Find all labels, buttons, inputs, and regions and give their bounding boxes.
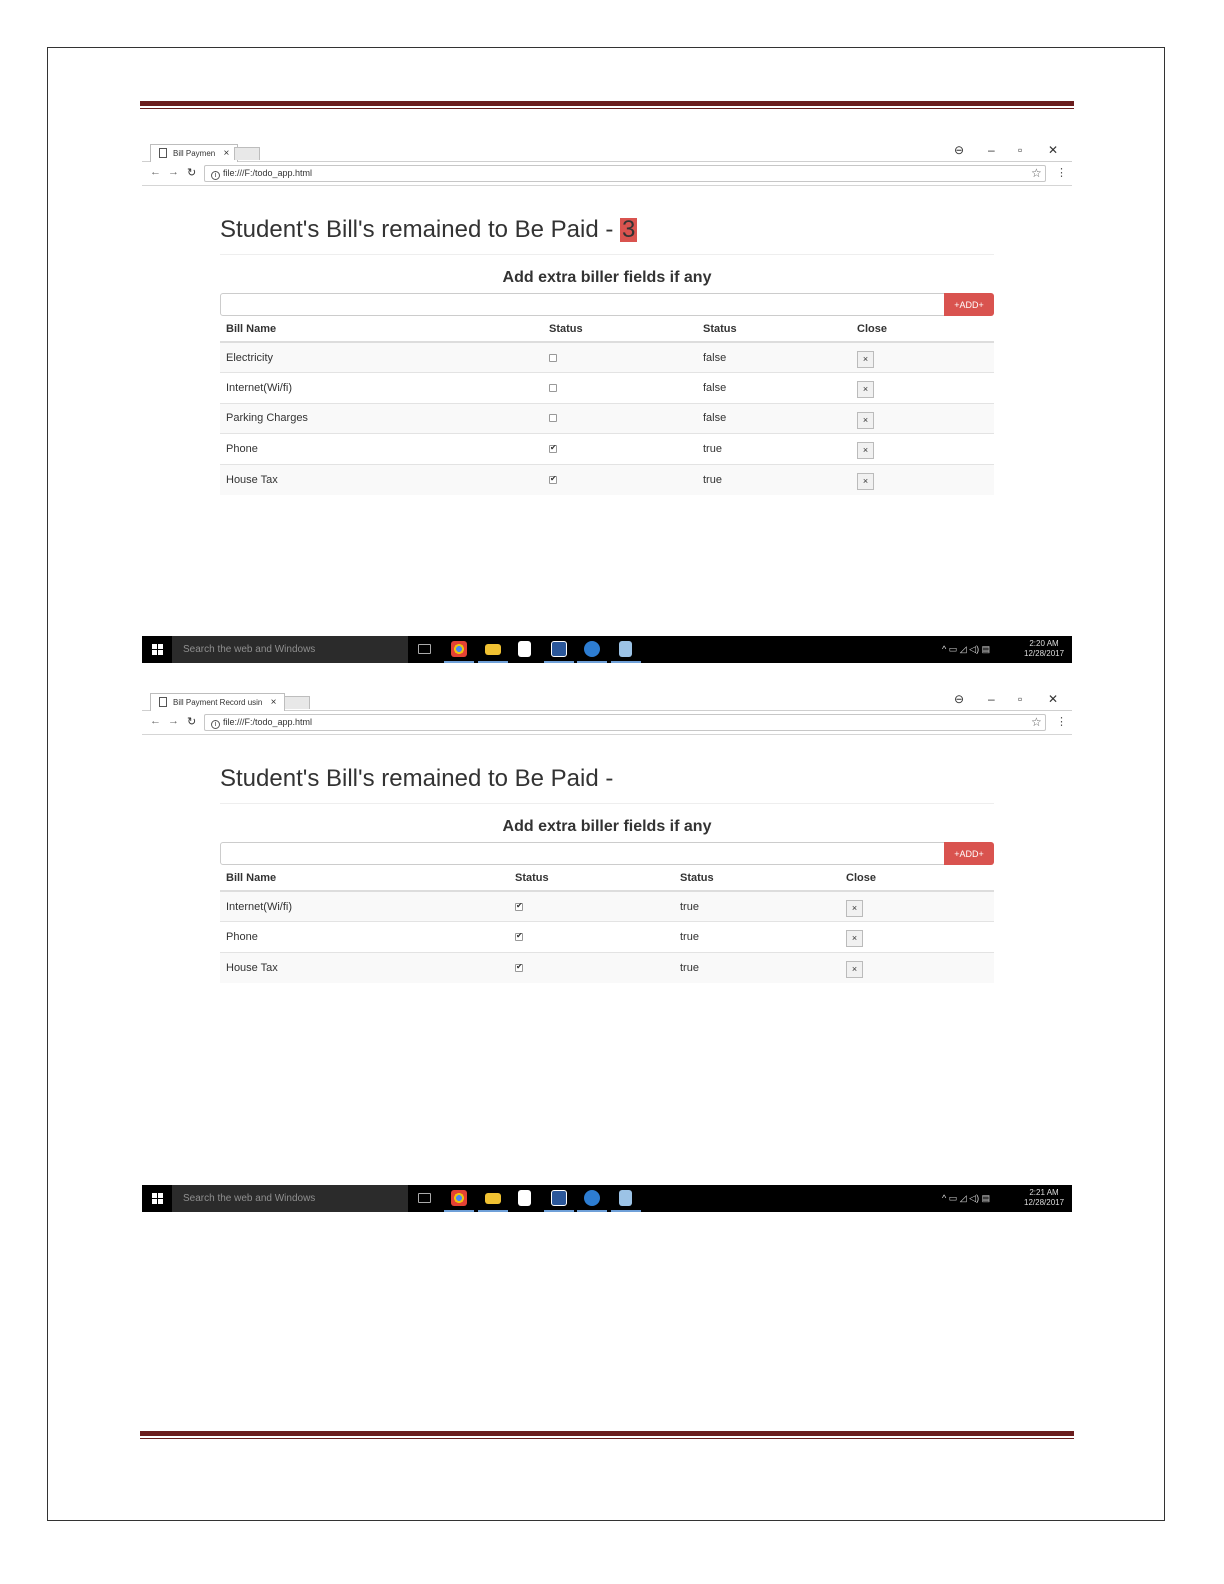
browser-tab[interactable] <box>150 144 238 162</box>
column-header-close: Close <box>851 316 994 342</box>
minimize-icon[interactable]: – <box>988 692 995 706</box>
column-header-status-checkbox: Status <box>543 316 697 342</box>
explorer-active-indicator <box>478 1210 508 1212</box>
column-header-bill-name: Bill Name <box>220 865 509 891</box>
paid-checkbox[interactable] <box>549 354 557 362</box>
star-icon[interactable]: ☆ <box>1031 715 1042 729</box>
column-header-status: Status <box>697 316 851 342</box>
window-close-icon[interactable]: ✕ <box>1048 143 1059 157</box>
system-tray-icons[interactable]: ^ ▭ ◿ ◁) ▤ <box>942 1193 991 1203</box>
status-value-cell: true <box>674 891 840 922</box>
status-checkbox-cell <box>543 342 697 373</box>
header-rule <box>140 101 1074 109</box>
taskbar <box>142 1185 1072 1212</box>
back-icon[interactable]: ← <box>150 166 161 178</box>
navigation-bar <box>142 711 1072 735</box>
taskbar-clock[interactable]: 2:21 AM 12/28/2017 <box>1024 1188 1065 1207</box>
column-header-status: Status <box>674 865 840 891</box>
tab-title: Bill Paymen <box>173 149 216 158</box>
table-row <box>220 952 994 983</box>
bill-name-cell: Electricity <box>220 342 543 373</box>
table-row <box>220 464 994 495</box>
delete-row-button[interactable]: × <box>846 961 863 978</box>
page-icon <box>159 697 167 707</box>
bill-name-cell: Internet(Wi/fi) <box>220 891 509 922</box>
delete-row-button[interactable]: × <box>846 930 863 947</box>
status-value-cell: true <box>697 464 851 495</box>
bill-name-cell: Phone <box>220 922 509 953</box>
table-row <box>220 891 994 922</box>
delete-row-button[interactable]: × <box>846 900 863 917</box>
status-checkbox-cell <box>509 891 674 922</box>
close-cell <box>840 891 994 922</box>
bill-name-cell: House Tax <box>220 464 543 495</box>
status-checkbox-cell <box>543 373 697 404</box>
tab-close-icon[interactable]: × <box>223 148 230 159</box>
restore-icon[interactable]: ▫ <box>1018 143 1023 157</box>
help-active-indicator <box>577 1210 607 1212</box>
paid-checkbox[interactable] <box>549 384 557 392</box>
new-tab-button[interactable] <box>284 696 310 709</box>
status-value-cell: true <box>674 922 840 953</box>
column-header-bill-name: Bill Name <box>220 316 543 342</box>
close-cell <box>851 403 994 434</box>
notepad-icon[interactable] <box>619 1190 632 1206</box>
taskbar-search[interactable]: Search the web and Windows <box>172 1185 408 1212</box>
column-header-status-checkbox: Status <box>509 865 674 891</box>
status-checkbox-cell <box>509 922 674 953</box>
reload-icon[interactable]: ↻ <box>187 167 197 179</box>
status-checkbox-cell <box>543 403 697 434</box>
delete-row-button[interactable]: × <box>857 412 874 429</box>
menu-icon[interactable]: ⋮ <box>1056 167 1067 179</box>
page-title: Student's Bill's remained to Be Paid - 3 <box>220 216 636 243</box>
url-text: file:///F:/todo_app.html <box>223 168 313 178</box>
close-cell <box>851 464 994 495</box>
chrome-active-indicator <box>444 1210 474 1212</box>
status-checkbox-cell <box>543 464 697 495</box>
restore-icon[interactable]: ▫ <box>1018 692 1023 706</box>
paid-checkbox[interactable] <box>549 476 557 484</box>
status-value-cell: false <box>697 403 851 434</box>
close-cell <box>851 342 994 373</box>
star-icon[interactable]: ☆ <box>1031 166 1042 180</box>
footer-rule <box>140 1431 1074 1439</box>
taskbar <box>142 636 1072 663</box>
word-active-indicator <box>544 1210 574 1212</box>
table-row <box>220 403 994 434</box>
title-divider <box>220 803 994 804</box>
bill-name-cell: Internet(Wi/fi) <box>220 373 543 404</box>
navigation-bar <box>142 162 1072 186</box>
screenshot-1 <box>142 140 1072 665</box>
status-value-cell: true <box>674 952 840 983</box>
paid-checkbox[interactable] <box>515 964 523 972</box>
table-header-row <box>220 316 994 342</box>
delete-row-button[interactable]: × <box>857 381 874 398</box>
bill-name-input[interactable] <box>220 842 945 865</box>
close-cell <box>851 434 994 465</box>
tab-strip <box>142 140 1072 162</box>
bill-name-cell: House Tax <box>220 952 509 983</box>
add-bill-row <box>220 842 994 865</box>
forward-icon[interactable]: → <box>168 166 179 178</box>
paid-checkbox[interactable] <box>515 933 523 941</box>
delete-row-button[interactable]: × <box>857 351 874 368</box>
address-bar[interactable] <box>204 714 1046 731</box>
info-icon[interactable]: i <box>211 720 220 729</box>
reload-icon[interactable]: ↻ <box>187 716 197 728</box>
info-icon[interactable]: i <box>211 171 220 180</box>
explorer-active-indicator <box>478 661 508 663</box>
app-content <box>220 186 994 495</box>
file-explorer-icon[interactable] <box>485 644 501 655</box>
table-row <box>220 342 994 373</box>
windows-start-icon[interactable] <box>152 1193 163 1204</box>
tab-strip <box>142 689 1072 711</box>
new-tab-button[interactable] <box>234 147 260 160</box>
back-icon[interactable]: ← <box>150 715 161 727</box>
window-close-icon[interactable]: ✕ <box>1048 692 1059 706</box>
taskbar-search[interactable]: Search the web and Windows <box>172 636 408 663</box>
close-cell <box>840 952 994 983</box>
help-icon[interactable] <box>584 1190 600 1206</box>
file-explorer-icon[interactable] <box>485 1193 501 1204</box>
app-content <box>220 735 994 983</box>
word-icon[interactable] <box>551 641 567 657</box>
help-icon[interactable] <box>584 641 600 657</box>
menu-icon[interactable]: ⋮ <box>1056 716 1067 728</box>
account-icon[interactable]: ⊖ <box>954 692 965 706</box>
bill-name-cell: Parking Charges <box>220 403 543 434</box>
page-icon <box>159 148 167 158</box>
section-subheading: Add extra biller fields if any <box>502 818 712 835</box>
add-button[interactable]: +ADD+ <box>944 842 994 865</box>
windows-start-icon[interactable] <box>152 644 163 655</box>
status-value-cell: false <box>697 342 851 373</box>
task-view-icon[interactable] <box>418 1193 431 1203</box>
table-header-row <box>220 865 994 891</box>
status-checkbox-cell <box>509 952 674 983</box>
word-icon[interactable] <box>551 1190 567 1206</box>
delete-row-button[interactable]: × <box>857 473 874 490</box>
tab-close-icon[interactable]: × <box>270 697 277 708</box>
bill-name-input[interactable] <box>220 293 945 316</box>
delete-row-button[interactable]: × <box>857 442 874 459</box>
paid-checkbox[interactable] <box>549 445 557 453</box>
store-icon[interactable] <box>518 641 531 657</box>
paid-checkbox[interactable] <box>549 414 557 422</box>
table-row <box>220 373 994 404</box>
taskbar-clock[interactable]: 2:20 AM 12/28/2017 <box>1024 639 1065 658</box>
store-icon[interactable] <box>518 1190 531 1206</box>
account-icon[interactable]: ⊖ <box>954 143 965 157</box>
bills-table <box>220 316 994 495</box>
bills-table <box>220 865 994 983</box>
paid-checkbox[interactable] <box>515 903 523 911</box>
chrome-icon[interactable] <box>451 1190 467 1206</box>
address-bar[interactable] <box>204 165 1046 182</box>
system-tray-icons[interactable]: ^ ▭ ◿ ◁) ▤ <box>942 644 991 654</box>
status-checkbox-cell <box>543 434 697 465</box>
table-row <box>220 922 994 953</box>
url-text: file:///F:/todo_app.html <box>223 717 313 727</box>
browser-tab[interactable] <box>150 693 285 711</box>
column-header-close: Close <box>840 865 994 891</box>
section-subheading: Add extra biller fields if any <box>502 269 712 286</box>
help-active-indicator <box>577 661 607 663</box>
add-button[interactable]: +ADD+ <box>944 293 994 316</box>
word-active-indicator <box>544 661 574 663</box>
title-divider <box>220 254 994 255</box>
page-title: Student's Bill's remained to Be Paid - <box>220 765 614 792</box>
status-value-cell: false <box>697 373 851 404</box>
notepad-icon[interactable] <box>619 641 632 657</box>
add-bill-row <box>220 293 994 316</box>
notepad-active-indicator <box>611 1210 641 1212</box>
bill-name-cell: Phone <box>220 434 543 465</box>
remaining-count-badge: 3 <box>622 216 636 243</box>
close-cell <box>840 922 994 953</box>
task-view-icon[interactable] <box>418 644 431 654</box>
chrome-icon[interactable] <box>451 641 467 657</box>
forward-icon[interactable]: → <box>168 715 179 727</box>
notepad-active-indicator <box>611 661 641 663</box>
table-row <box>220 434 994 465</box>
minimize-icon[interactable]: – <box>988 143 995 157</box>
tab-title: Bill Payment Record usin <box>173 698 263 707</box>
screenshot-2 <box>142 689 1072 1214</box>
close-cell <box>851 373 994 404</box>
chrome-active-indicator <box>444 661 474 663</box>
status-value-cell: true <box>697 434 851 465</box>
